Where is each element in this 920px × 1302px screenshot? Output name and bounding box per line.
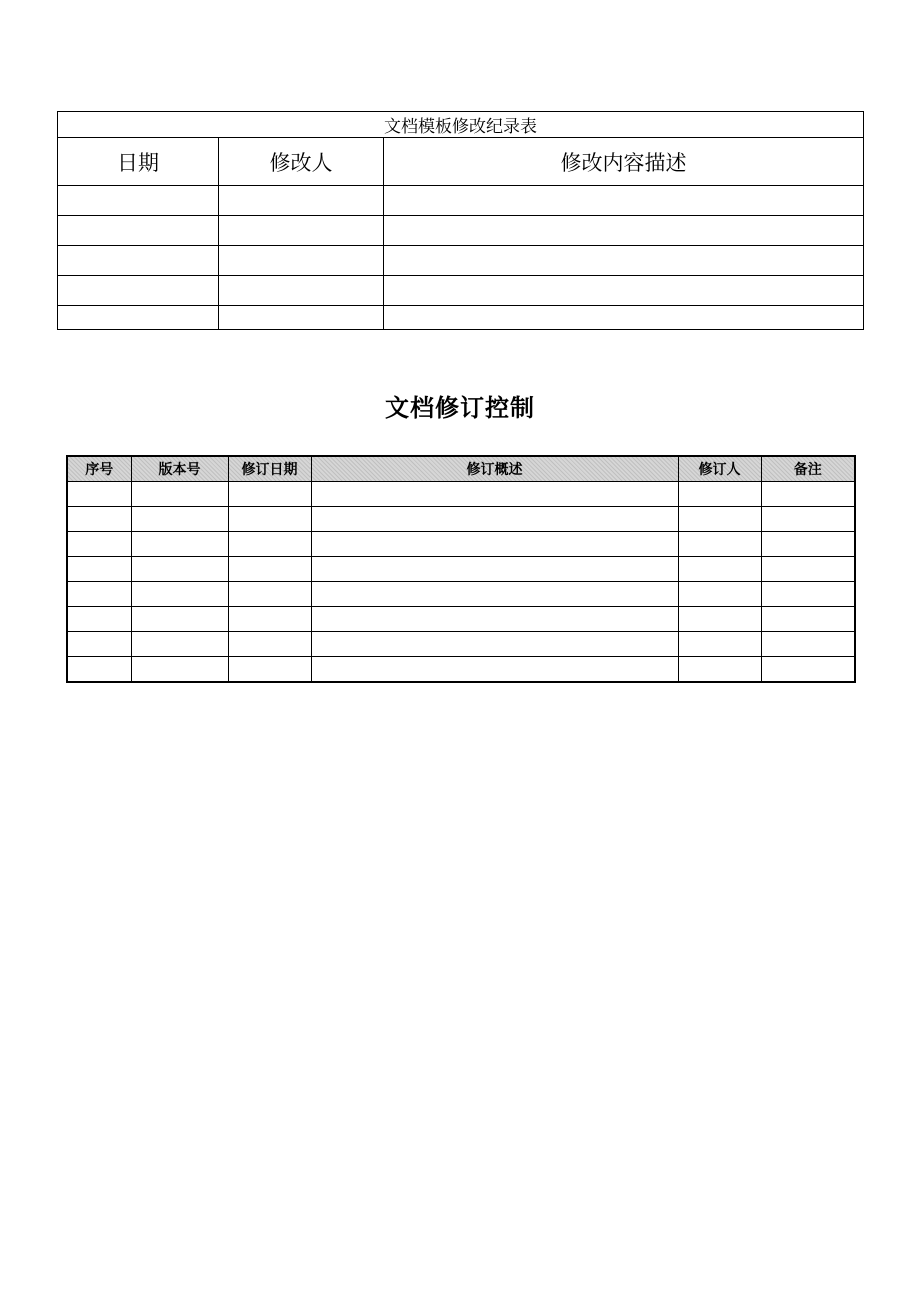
table-cell[interactable] <box>58 276 219 306</box>
table-cell[interactable] <box>678 582 761 607</box>
table-cell[interactable] <box>678 532 761 557</box>
table-cell[interactable] <box>761 632 855 657</box>
record-header-date: 日期 <box>58 138 219 186</box>
table-cell[interactable] <box>228 632 311 657</box>
table-cell[interactable] <box>228 657 311 683</box>
table-cell[interactable] <box>678 557 761 582</box>
table-cell[interactable] <box>384 186 864 216</box>
table-cell[interactable] <box>228 607 311 632</box>
record-header-description: 修改内容描述 <box>384 138 864 186</box>
table-cell[interactable] <box>678 657 761 683</box>
table-cell[interactable] <box>219 186 384 216</box>
table-cell[interactable] <box>761 582 855 607</box>
record-table-header-row <box>58 138 864 186</box>
table-cell[interactable] <box>761 607 855 632</box>
revision-control-table <box>66 455 856 683</box>
table-cell[interactable] <box>761 657 855 683</box>
table-cell[interactable] <box>58 216 219 246</box>
table-row <box>67 607 855 632</box>
table-cell[interactable] <box>131 557 228 582</box>
table-cell[interactable] <box>678 632 761 657</box>
table-cell[interactable] <box>58 306 219 330</box>
table-row <box>67 582 855 607</box>
table-cell[interactable] <box>219 306 384 330</box>
table-cell[interactable] <box>311 557 678 582</box>
table-cell[interactable] <box>67 557 131 582</box>
table-cell[interactable] <box>311 532 678 557</box>
table-cell[interactable] <box>131 482 228 507</box>
table-cell[interactable] <box>67 482 131 507</box>
table-cell[interactable] <box>384 246 864 276</box>
table-cell[interactable] <box>67 532 131 557</box>
table-row <box>67 532 855 557</box>
table-cell[interactable] <box>384 276 864 306</box>
control-header-serial: 序号 <box>67 456 131 482</box>
table-cell[interactable] <box>67 632 131 657</box>
table-cell[interactable] <box>58 186 219 216</box>
control-header-date: 修订日期 <box>228 456 311 482</box>
table-cell[interactable] <box>761 557 855 582</box>
table-cell[interactable] <box>384 216 864 246</box>
table-cell[interactable] <box>311 507 678 532</box>
control-header-remarks: 备注 <box>761 456 855 482</box>
table-cell[interactable] <box>131 582 228 607</box>
control-header-version: 版本号 <box>131 456 228 482</box>
record-table-caption: 文档模板修改纪录表 <box>58 112 864 138</box>
table-cell[interactable] <box>67 607 131 632</box>
table-cell[interactable] <box>228 507 311 532</box>
table-cell[interactable] <box>131 607 228 632</box>
table-cell[interactable] <box>219 276 384 306</box>
control-header-reviser: 修订人 <box>678 456 761 482</box>
table-cell[interactable] <box>131 507 228 532</box>
table-cell[interactable] <box>228 582 311 607</box>
table-cell[interactable] <box>131 657 228 683</box>
table-cell[interactable] <box>761 532 855 557</box>
table-row <box>58 246 864 276</box>
section-title: 文档修订控制 <box>385 394 535 422</box>
table-cell[interactable] <box>311 657 678 683</box>
table-cell[interactable] <box>67 582 131 607</box>
table-cell[interactable] <box>761 507 855 532</box>
table-cell[interactable] <box>58 246 219 276</box>
control-header-summary: 修订概述 <box>311 456 678 482</box>
table-cell[interactable] <box>761 482 855 507</box>
control-table-header-row <box>67 456 855 482</box>
table-cell[interactable] <box>228 557 311 582</box>
table-row <box>58 186 864 216</box>
table-row <box>67 557 855 582</box>
table-row <box>58 276 864 306</box>
table-cell[interactable] <box>311 582 678 607</box>
record-header-modifier: 修改人 <box>219 138 384 186</box>
table-cell[interactable] <box>228 532 311 557</box>
record-table-caption-row <box>58 112 864 138</box>
table-row <box>67 482 855 507</box>
table-cell[interactable] <box>228 482 311 507</box>
table-cell[interactable] <box>384 306 864 330</box>
table-row <box>67 507 855 532</box>
table-cell[interactable] <box>311 482 678 507</box>
table-cell[interactable] <box>678 507 761 532</box>
table-cell[interactable] <box>678 482 761 507</box>
table-cell[interactable] <box>219 246 384 276</box>
table-row <box>67 657 855 683</box>
table-row <box>58 216 864 246</box>
table-row <box>58 306 864 330</box>
table-cell[interactable] <box>219 216 384 246</box>
table-cell[interactable] <box>131 632 228 657</box>
table-cell[interactable] <box>131 532 228 557</box>
table-cell[interactable] <box>67 507 131 532</box>
table-cell[interactable] <box>678 607 761 632</box>
table-cell[interactable] <box>311 607 678 632</box>
template-revision-record-table <box>57 111 864 330</box>
table-cell[interactable] <box>67 657 131 683</box>
table-cell[interactable] <box>311 632 678 657</box>
table-row <box>67 632 855 657</box>
